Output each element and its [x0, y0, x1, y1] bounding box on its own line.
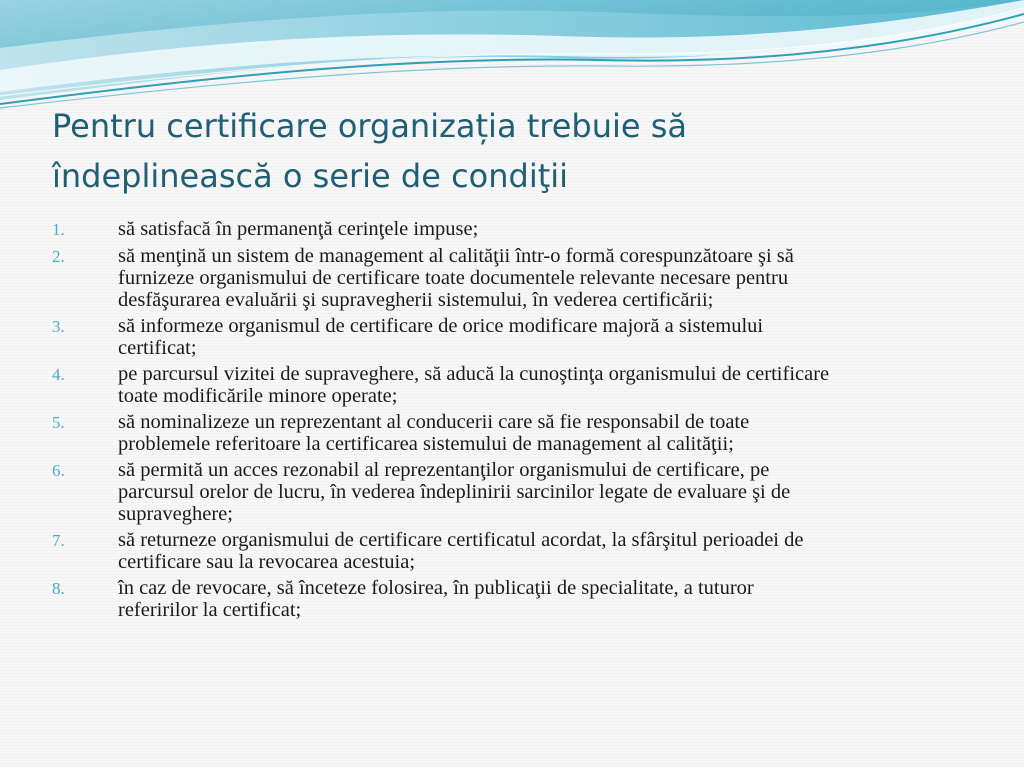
- text-line: furnizeze organismului de certificare toate documentele relevante necesare pentru: [118, 267, 789, 289]
- list-item: [52, 529, 992, 573]
- text-line: toate modificările minore operate;: [118, 385, 398, 407]
- list-item-number: 1.: [52, 220, 65, 239]
- text-line: să informeze organismul de certificare de orice modificare majoră a sistemului: [118, 315, 764, 337]
- slide-title-line: Pentru certificare organizația trebuie să: [52, 107, 688, 145]
- text-line: desfăşurarea evaluării şi supravegherii sistemului, în vederea certificării;: [118, 289, 714, 311]
- list-item: [52, 577, 992, 621]
- list-item-text: [118, 411, 992, 455]
- list-item-text: [118, 245, 992, 311]
- text-line: parcursul orelor de lucru, în vederea îndeplinirii sarcinilor legate de evaluare şi de: [118, 481, 791, 503]
- list-item: [52, 218, 992, 241]
- list-item-text: [118, 529, 992, 573]
- text-line: certificat;: [118, 337, 197, 359]
- list-item: [52, 411, 992, 455]
- text-line: să nominalizeze un reprezentant al conducerii care să fie responsabil de toate: [118, 411, 750, 433]
- conditions-list: [52, 218, 992, 625]
- list-item-number: 5.: [52, 413, 65, 432]
- list-item: [52, 363, 992, 407]
- list-item-text: [118, 363, 992, 407]
- text-line: să satisfacă în permanenţă cerinţele impuse;: [118, 218, 479, 240]
- list-item-number: 6.: [52, 461, 65, 480]
- list-item-number: 7.: [52, 531, 65, 550]
- list-item: [52, 459, 992, 525]
- text-line: să menţină un sistem de management al calităţii într-o formă corespunzătoare şi să: [118, 245, 794, 267]
- list-item: [52, 315, 992, 359]
- text-line: în caz de revocare, să înceteze folosirea, în publicaţii de specialitate, a tuturor: [118, 577, 754, 599]
- text-line: supraveghere;: [118, 503, 233, 525]
- text-line: pe parcursul vizitei de supraveghere, să aducă la cunoştinţa organismului de certificare: [118, 363, 830, 385]
- text-line: să returneze organismului de certificare certificatul acordat, la sfârşitul perioadei de: [118, 529, 804, 551]
- text-line: să permită un acces rezonabil al reprezentanţilor organismului de certificare, pe: [118, 459, 770, 481]
- list-item-text: [118, 218, 992, 240]
- slide-title-line: îndeplinească o serie de condiţii: [52, 157, 569, 195]
- text-line: certificare sau la revocarea acestuia;: [118, 551, 416, 573]
- list-item-number: 2.: [52, 247, 65, 266]
- list-item-text: [118, 577, 992, 621]
- list-item: [52, 245, 992, 311]
- slide-title: [52, 101, 1002, 201]
- list-item-text: [118, 459, 992, 525]
- list-item-number: 4.: [52, 365, 65, 384]
- list-item-number: 3.: [52, 317, 65, 336]
- list-item-number: 8.: [52, 579, 65, 598]
- text-line: referirilor la certificat;: [118, 599, 302, 621]
- text-line: problemele referitoare la certificarea sistemului de management al calităţii;: [118, 433, 734, 455]
- list-item-text: [118, 315, 992, 359]
